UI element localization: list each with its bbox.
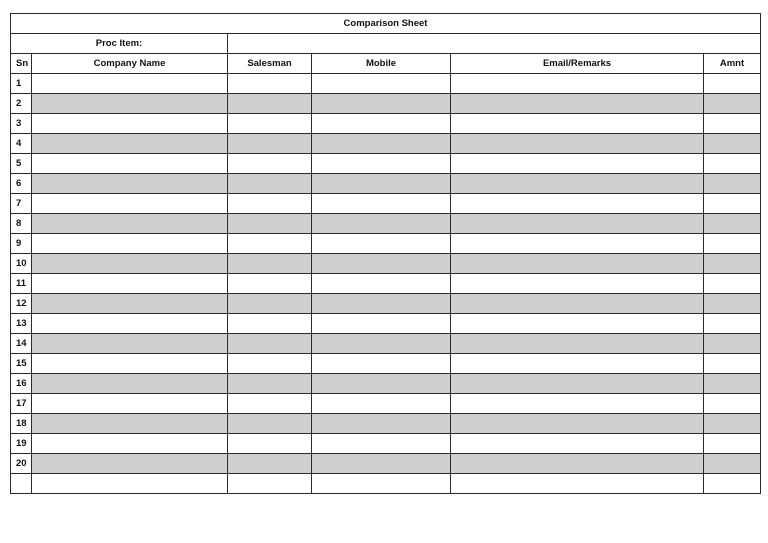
amnt-cell[interactable] — [704, 354, 761, 374]
mobile-cell[interactable] — [312, 414, 451, 434]
company-name-cell[interactable] — [32, 354, 228, 374]
table-row — [11, 254, 761, 274]
salesman-cell[interactable] — [228, 174, 312, 194]
salesman-cell[interactable] — [228, 154, 312, 174]
mobile-cell[interactable] — [312, 314, 451, 334]
proc-item-label: Proc Item: — [11, 34, 228, 54]
salesman-cell[interactable] — [228, 274, 312, 294]
sn-cell: 13 — [11, 314, 32, 334]
table-row — [11, 334, 761, 354]
company-name-cell[interactable] — [32, 174, 228, 194]
company-name-cell[interactable] — [32, 254, 228, 274]
proc-item-row — [11, 34, 761, 54]
sn-cell: 2 — [11, 94, 32, 114]
salesman-cell[interactable] — [228, 74, 312, 94]
salesman-cell[interactable] — [228, 94, 312, 114]
salesman-cell[interactable] — [228, 414, 312, 434]
company-name-cell[interactable] — [32, 374, 228, 394]
sn-cell: 16 — [11, 374, 32, 394]
company-name-cell[interactable] — [32, 234, 228, 254]
mobile-cell[interactable] — [312, 174, 451, 194]
amnt-cell[interactable] — [704, 234, 761, 254]
column-header-sn: Sn — [11, 54, 32, 74]
salesman-cell[interactable] — [228, 434, 312, 454]
salesman-cell[interactable] — [228, 454, 312, 474]
email-remarks-cell[interactable] — [451, 374, 704, 394]
table-row — [11, 74, 761, 94]
salesman-cell[interactable] — [228, 394, 312, 414]
email-remarks-cell[interactable] — [451, 414, 704, 434]
salesman-cell[interactable] — [228, 314, 312, 334]
company-name-cell[interactable] — [32, 434, 228, 454]
mobile-cell[interactable] — [312, 254, 451, 274]
company-name-cell[interactable] — [32, 314, 228, 334]
salesman-cell[interactable] — [228, 234, 312, 254]
mobile-cell[interactable] — [312, 214, 451, 234]
sn-cell: 8 — [11, 214, 32, 234]
salesman-cell[interactable] — [228, 294, 312, 314]
column-header-mobile: Mobile — [312, 54, 451, 74]
mobile-cell[interactable] — [312, 74, 451, 94]
sn-cell: 14 — [11, 334, 32, 354]
amnt-cell[interactable] — [704, 414, 761, 434]
amnt-cell[interactable] — [704, 154, 761, 174]
salesman-cell[interactable] — [228, 214, 312, 234]
email-remarks-cell[interactable] — [451, 214, 704, 234]
table-row — [11, 474, 761, 494]
mobile-cell[interactable] — [312, 474, 451, 494]
amnt-cell[interactable] — [704, 434, 761, 454]
email-remarks-cell[interactable] — [451, 94, 704, 114]
email-remarks-cell[interactable] — [451, 334, 704, 354]
sheet-title: Comparison Sheet — [11, 14, 761, 34]
sn-cell: 6 — [11, 174, 32, 194]
amnt-cell[interactable] — [704, 214, 761, 234]
company-name-cell[interactable] — [32, 154, 228, 174]
email-remarks-cell[interactable] — [451, 394, 704, 414]
sn-cell: 9 — [11, 234, 32, 254]
amnt-cell[interactable] — [704, 114, 761, 134]
company-name-cell[interactable] — [32, 114, 228, 134]
salesman-cell[interactable] — [228, 114, 312, 134]
email-remarks-cell[interactable] — [451, 294, 704, 314]
table-row — [11, 314, 761, 334]
email-remarks-cell[interactable] — [451, 434, 704, 454]
mobile-cell[interactable] — [312, 114, 451, 134]
amnt-cell[interactable] — [704, 194, 761, 214]
table-row — [11, 454, 761, 474]
sn-cell: 17 — [11, 394, 32, 414]
amnt-cell[interactable] — [704, 294, 761, 314]
table-row — [11, 294, 761, 314]
amnt-cell[interactable] — [704, 254, 761, 274]
table-row — [11, 414, 761, 434]
sn-cell: 4 — [11, 134, 32, 154]
title-row — [11, 14, 761, 34]
sn-cell: 7 — [11, 194, 32, 214]
email-remarks-cell[interactable] — [451, 454, 704, 474]
company-name-cell[interactable] — [32, 294, 228, 314]
amnt-cell[interactable] — [704, 74, 761, 94]
table-row — [11, 114, 761, 134]
sn-cell: 20 — [11, 454, 32, 474]
table-row — [11, 134, 761, 154]
table-row — [11, 394, 761, 414]
company-name-cell[interactable] — [32, 414, 228, 434]
sheet-body — [11, 74, 761, 494]
amnt-cell[interactable] — [704, 394, 761, 414]
table-row — [11, 374, 761, 394]
mobile-cell[interactable] — [312, 194, 451, 214]
header-row — [11, 54, 761, 74]
mobile-cell[interactable] — [312, 94, 451, 114]
salesman-cell[interactable] — [228, 334, 312, 354]
amnt-cell[interactable] — [704, 314, 761, 334]
table-row — [11, 214, 761, 234]
table-row — [11, 354, 761, 374]
email-remarks-cell[interactable] — [451, 354, 704, 374]
amnt-cell[interactable] — [704, 274, 761, 294]
sn-cell: 10 — [11, 254, 32, 274]
column-header-amnt: Amnt — [704, 54, 761, 74]
column-header-salesman: Salesman — [228, 54, 312, 74]
salesman-cell[interactable] — [228, 354, 312, 374]
column-header-company-name: Company Name — [32, 54, 228, 74]
amnt-cell[interactable] — [704, 94, 761, 114]
email-remarks-cell[interactable] — [451, 194, 704, 214]
salesman-cell[interactable] — [228, 194, 312, 214]
mobile-cell[interactable] — [312, 454, 451, 474]
amnt-cell[interactable] — [704, 334, 761, 354]
mobile-cell[interactable] — [312, 234, 451, 254]
salesman-cell[interactable] — [228, 474, 312, 494]
amnt-cell[interactable] — [704, 134, 761, 154]
amnt-cell[interactable] — [704, 474, 761, 494]
company-name-cell[interactable] — [32, 134, 228, 154]
column-header-email-remarks: Email/Remarks — [451, 54, 704, 74]
table-row — [11, 234, 761, 254]
mobile-cell[interactable] — [312, 434, 451, 454]
email-remarks-cell[interactable] — [451, 314, 704, 334]
email-remarks-cell[interactable] — [451, 114, 704, 134]
email-remarks-cell[interactable] — [451, 234, 704, 254]
company-name-cell[interactable] — [32, 194, 228, 214]
sn-cell: 19 — [11, 434, 32, 454]
email-remarks-cell[interactable] — [451, 174, 704, 194]
salesman-cell[interactable] — [228, 134, 312, 154]
email-remarks-cell[interactable] — [451, 154, 704, 174]
email-remarks-cell[interactable] — [451, 134, 704, 154]
table-row — [11, 434, 761, 454]
table-row — [11, 174, 761, 194]
mobile-cell[interactable] — [312, 294, 451, 314]
email-remarks-cell[interactable] — [451, 74, 704, 94]
table-row — [11, 94, 761, 114]
mobile-cell[interactable] — [312, 334, 451, 354]
table-row — [11, 154, 761, 174]
salesman-cell[interactable] — [228, 254, 312, 274]
proc-item-value[interactable] — [228, 34, 761, 54]
company-name-cell[interactable] — [32, 274, 228, 294]
company-name-cell[interactable] — [32, 214, 228, 234]
sn-cell: 11 — [11, 274, 32, 294]
sn-cell: 12 — [11, 294, 32, 314]
sn-cell: 5 — [11, 154, 32, 174]
mobile-cell[interactable] — [312, 374, 451, 394]
table-row — [11, 274, 761, 294]
amnt-cell[interactable] — [704, 454, 761, 474]
sn-cell: 15 — [11, 354, 32, 374]
email-remarks-cell[interactable] — [451, 474, 704, 494]
sn-cell: 3 — [11, 114, 32, 134]
company-name-cell[interactable] — [32, 394, 228, 414]
company-name-cell[interactable] — [32, 454, 228, 474]
amnt-cell[interactable] — [704, 174, 761, 194]
sn-cell: 18 — [11, 414, 32, 434]
comparison-sheet-table — [10, 13, 761, 494]
email-remarks-cell[interactable] — [451, 254, 704, 274]
company-name-cell[interactable] — [32, 474, 228, 494]
salesman-cell[interactable] — [228, 374, 312, 394]
company-name-cell[interactable] — [32, 334, 228, 354]
sn-cell: 1 — [11, 74, 32, 94]
company-name-cell[interactable] — [32, 94, 228, 114]
sn-cell — [11, 474, 32, 494]
mobile-cell[interactable] — [312, 134, 451, 154]
email-remarks-cell[interactable] — [451, 274, 704, 294]
company-name-cell[interactable] — [32, 74, 228, 94]
mobile-cell[interactable] — [312, 394, 451, 414]
amnt-cell[interactable] — [704, 374, 761, 394]
mobile-cell[interactable] — [312, 154, 451, 174]
mobile-cell[interactable] — [312, 274, 451, 294]
table-row — [11, 194, 761, 214]
mobile-cell[interactable] — [312, 354, 451, 374]
